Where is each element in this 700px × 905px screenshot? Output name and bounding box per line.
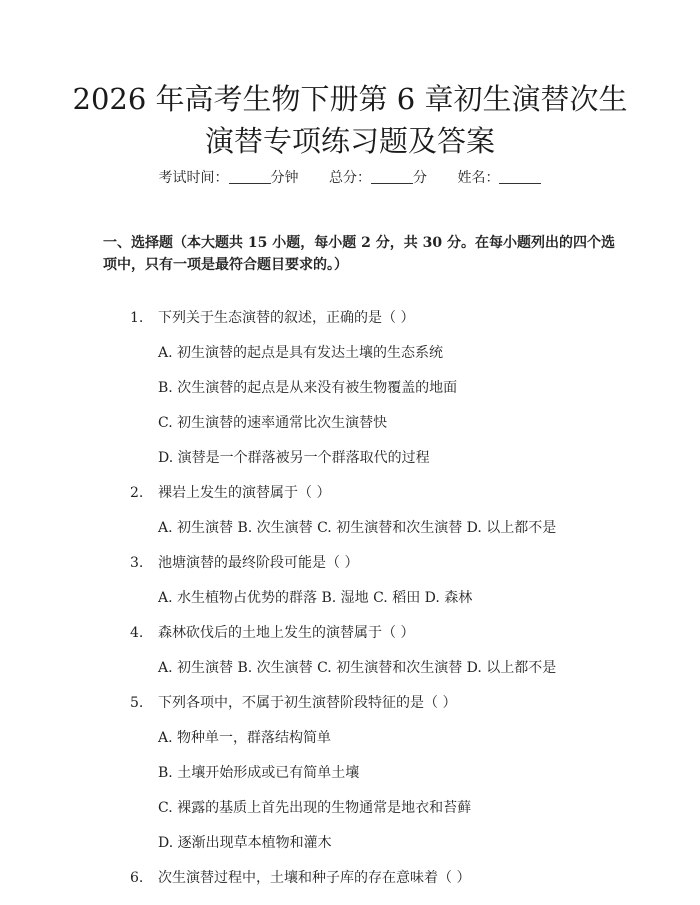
question-number: 1. [130, 310, 144, 326]
options-inline: A. 初生演替 B. 次生演替 C. 初生演替和次生演替 D. 以上都不是 [158, 520, 557, 536]
section-heading: 一、选择题（本大题共 15 小题，每小题 2 分，共 30 分。在每小题列出的四个选项中，只有一项是最符合题目要求的。） [103, 235, 615, 273]
option-d: D. 演替是一个群落被另一个群落取代的过程 [158, 450, 430, 466]
options-inline: A. 初生演替 B. 次生演替 C. 初生演替和次生演替 D. 以上都不是 [158, 660, 557, 676]
question-text: 下列关于生态演替的叙述，正确的是（ ） [158, 310, 415, 326]
question-text: 池塘演替的最终阶段可能是（ ） [158, 555, 359, 571]
option-c: C. 初生演替的速率通常比次生演替快 [158, 415, 388, 431]
option-c: C. 裸露的基质上首先出现的生物通常是地衣和苔藓 [158, 800, 472, 816]
name-label: 姓名： [457, 170, 500, 186]
total-score-label: 总分： [329, 170, 371, 186]
option-b: B. 土壤开始形成或已有简单土壤 [158, 765, 360, 781]
question-number: 3. [130, 555, 144, 571]
option-d: D. 逐渐出现草本植物和灌木 [158, 835, 332, 851]
question-text: 裸岩上发生的演替属于（ ） [158, 485, 331, 501]
option-a: A. 物种单一，群落结构简单 [158, 730, 332, 746]
question-number: 4. [130, 625, 144, 641]
page-title: 2026 年高考生物下册第 6 章初生演替次生演替专项练习题及答案 [72, 82, 628, 158]
question-text: 下列各项中，不属于初生演替阶段特征的是（ ） [158, 695, 457, 711]
options-inline: A. 水生植物占优势的群落 B. 湿地 C. 稻田 D. 森林 [158, 590, 473, 606]
question-number: 5. [130, 695, 144, 711]
option-b: B. 次生演替的起点是从来没有被生物覆盖的地面 [158, 380, 458, 396]
exam-time-label: 考试时间： [158, 170, 229, 186]
total-score-unit: 分 [413, 170, 427, 186]
option-a: A. 初生演替的起点是具有发达土壤的生态系统 [158, 345, 444, 361]
question-number: 2. [130, 485, 144, 501]
exam-time-unit: 分钟 [270, 170, 299, 186]
question-text: 次生演替过程中，土壤和种子库的存在意味着（ ） [158, 870, 471, 886]
question-number: 6. [130, 870, 144, 886]
question-text: 森林砍伐后的土地上发生的演替属于（ ） [158, 625, 415, 641]
